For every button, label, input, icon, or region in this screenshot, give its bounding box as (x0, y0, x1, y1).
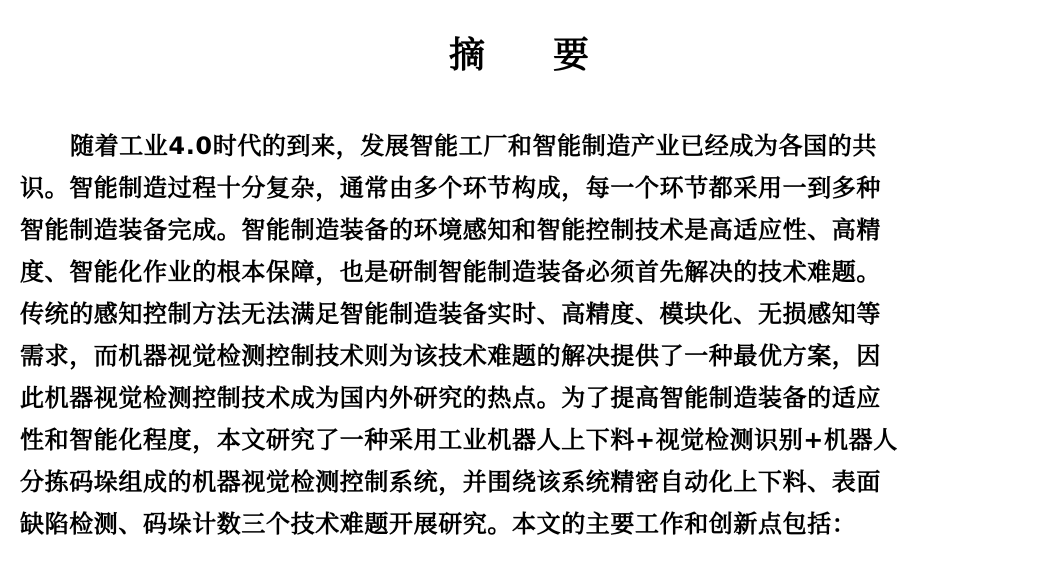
text-line: 智能制造装备完成。智能制造装备的环境感知和智能控制技术是高适应性、高精 (20, 216, 881, 244)
text-line: 分拣码垛组成的机器视觉检测控制系统，并围绕该系统精密自动化上下料、表面 (20, 468, 881, 496)
text-line: 随着工业4.0时代的到来，发展智能工厂和智能制造产业已经成为各国的共 (70, 132, 877, 160)
text-line: 性和智能化程度，本文研究了一种采用工业机器人上下料+视觉检测识别+机器人 (20, 426, 898, 454)
page-title (0, 32, 1038, 80)
title-char-2: 要 (553, 35, 590, 76)
title-char-1: 摘 (448, 35, 485, 76)
text-line: 此机器视觉检测控制技术成为国内外研究的热点。为了提高智能制造装备的适应 (20, 384, 881, 412)
text-line: 传统的感知控制方法无法满足智能制造装备实时、高精度、模块化、无损感知等 (20, 300, 881, 328)
text-line: 需求，而机器视觉检测控制技术则为该技术难题的解决提供了一种最优方案，因 (20, 342, 881, 370)
text-line: 缺陷检测、码垛计数三个技术难题开展研究。本文的主要工作和创新点包括： (20, 510, 857, 538)
text-line: 识。智能制造过程十分复杂，通常由多个环节构成，每一个环节都采用一到多种 (20, 174, 881, 202)
text-line: 度、智能化作业的根本保障，也是研制智能制造装备必须首先解决的技术难题。 (20, 258, 881, 286)
abstract-paragraph (20, 125, 1020, 545)
